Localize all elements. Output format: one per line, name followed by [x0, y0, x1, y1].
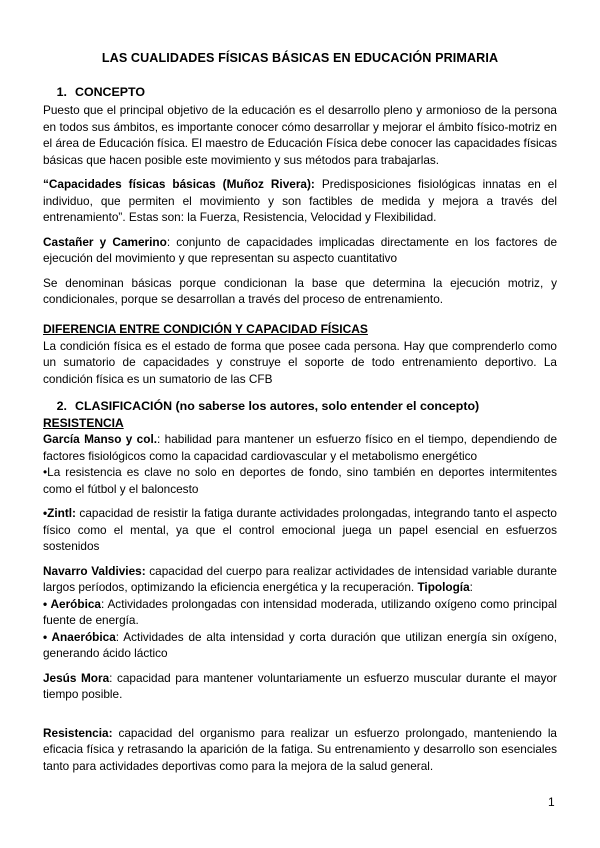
author-label: Jesús Mora	[43, 670, 110, 685]
author-label: Castañer y Camerino	[43, 234, 167, 249]
spacer	[43, 711, 557, 725]
document-title: LAS CUALIDADES FÍSICAS BÁSICAS EN EDUCACIÓN PRIMARIA	[101, 51, 499, 65]
paragraph-text: Predisposiciones fisiológicas innatas en el individuo, que permiten el movimiento y son factibles de medida y mejora a través del entrenamiento”. Estas son: la Fuerza, Resistencia, Velocidad y Flexibilidad.	[43, 177, 557, 224]
paragraph-basicas: Se denominan básicas porque condicionan la base que determina la ejecución motriz, y condicionales, porque se desarrollan a través del proceso de entrenamiento.	[43, 275, 557, 306]
term-label: Resistencia:	[43, 725, 113, 740]
paragraph-text: : capacidad para mantener voluntariamente un esfuerzo muscular durante el mayor tiempo posible.	[43, 670, 557, 701]
document-page	[43, 51, 557, 782]
section-heading-concepto	[43, 85, 557, 99]
paragraph-text: capacidad del organismo para realizar un esfuerzo prolongado, manteniendo la eficacia física y retrasando la aparición de la fatiga. Su entrenamiento y desarrollo son esenciales tanto para actividades deportivas como para la mejora de la salud general.	[43, 725, 557, 773]
paragraph-text: capacidad del cuerpo para realizar actividades de intensidad variable durante largos períodos, optimizando la eficiencia energética y la recuperación.	[43, 563, 557, 594]
paragraph-intro: Puesto que el principal objetivo de la educación es el desarrollo pleno y armonioso de la persona en todos sus ámbitos, es importante conocer cómo desarrollar y mejorar el ámbito físico-motriz en el área de Educación física. El maestro de Educación Física debe conocer las capacidades físicas básicas que hacen posible este movimiento y sus métodos para trabajarlas.	[43, 103, 557, 167]
section-heading-clasificacion	[43, 399, 557, 413]
paragraph-text: : habilidad para mantener un esfuerzo físico en el tiempo, dependiendo de factores fisiológicos como la capacidad cardiovascular y el metabolismo energético	[43, 432, 558, 463]
paragraph-text: : conjunto de capacidades implicadas directamente en los factores de ejecución del movimiento y que representan su aspecto cuantitativo	[43, 234, 558, 265]
paragraph-garcia-manso	[43, 431, 557, 464]
section-title: CONCEPTO	[75, 85, 145, 99]
paragraph-text: : Actividades prolongadas con intensidad moderada, utilizando oxígeno como principal fuente de energía.	[43, 596, 557, 627]
paragraph-jesus-mora	[43, 670, 557, 703]
paragraph-resistencia-def	[43, 725, 557, 775]
item-label: • Anaeróbica	[43, 629, 116, 644]
section-title: CLASIFICACIÓN (no saberse los autores, solo entender el concepto)	[75, 399, 480, 413]
paragraph-munoz-rivera	[43, 176, 557, 226]
list-item-aerobica	[43, 596, 557, 629]
paragraph-text: : Actividades de alta intensidad y corta duración que utilizan energía sin oxígeno, generando ácido láctico	[43, 629, 557, 660]
subheading-diferencia: DIFERENCIA ENTRE CONDICIÓN Y CAPACIDAD FÍSICAS	[43, 321, 368, 336]
paragraph-text: capacidad de resistir la fatiga durante actividades prolongadas, integrando tanto el aspecto físico como el mental, ya que el control emocional juega un papel esencial en esfuerzos sostenidos	[43, 506, 557, 553]
paragraph-zintl	[43, 505, 557, 555]
author-label: García Manso y col.	[43, 432, 158, 446]
author-label: •Zintl:	[43, 506, 76, 520]
paragraph-condicion-fisica: La condición física es el estado de forma que posee cada persona. Hay que comprenderlo como un sumatorio de capacidades y construye el soporte de todo entrenamiento deportivo. La condición física es un sumatorio de las CFB	[43, 338, 557, 386]
paragraph-text: :	[469, 580, 473, 594]
section-number: 2.	[56, 399, 67, 413]
tipologia-label: Tipología	[417, 580, 470, 594]
page-number: 1	[548, 795, 555, 809]
paragraph-navarro	[43, 563, 557, 596]
author-label: Navarro Valdivies:	[43, 563, 146, 578]
list-item-anaerobica	[43, 629, 557, 662]
paragraph-deportes: •La resistencia es clave no solo en deportes de fondo, sino también en deportes intermitentes como el fútbol y el baloncesto	[43, 465, 557, 496]
author-label: “Capacidades físicas básicas (Muñoz Rivera):	[43, 177, 315, 191]
item-label: • Aeróbica	[43, 596, 101, 611]
section-number: 1.	[56, 85, 67, 99]
paragraph-castaner	[43, 234, 557, 267]
subheading-resistencia: RESISTENCIA	[43, 416, 124, 430]
